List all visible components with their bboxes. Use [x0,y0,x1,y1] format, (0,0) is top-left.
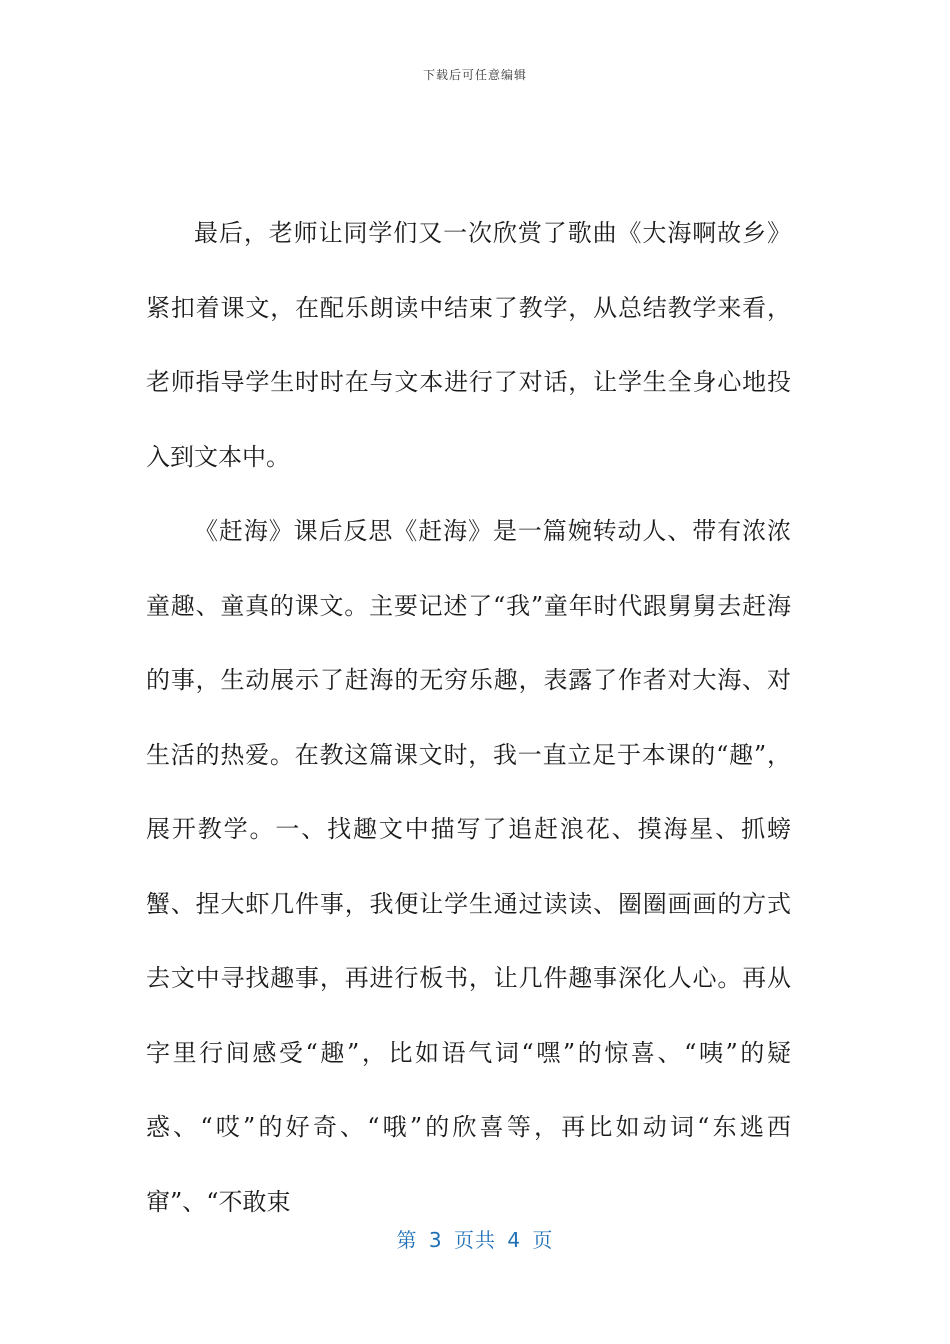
paragraph: 最后，老师让同学们又一次欣赏了歌曲《大海啊故乡》紧扣着课文，在配乐朗读中结束了教学，从总结教学来看，老师指导学生时时在与文本进行了对话，让学生全身心地投入到文本中。 [146,219,791,471]
document-body [146,196,791,1239]
page-header: 下载后可任意编辑 [422,68,527,82]
paragraph: 《赶海》课后反思《赶海》是一篇婉转动人、带有浓浓童趣、童真的课文。主要记述了“我”童年时代跟舅舅去赶海的事，生动展示了赶海的无穷乐趣，表露了作者对大海、对生活的热爱。在教这篇课文时，我一直立足于本课的“趣”，展开教学。一、找趣文中描写了追赶浪花、摸海星、抓螃蟹、捏大虾几件事，我便让学生通过读读、圈圈画画的方式去文中寻找趣事，再进行板书，让几件趣事深化人心。再从字里行间感受“趣”，比如语气词“嘿”的惊喜、“咦”的疑惑、“哎”的好奇、“哦”的欣喜等，再比如动词“东逃西窜”、“不敢束 [146,517,791,1216]
page-number-footer: 第 3 页共 4 页 [396,1228,554,1252]
